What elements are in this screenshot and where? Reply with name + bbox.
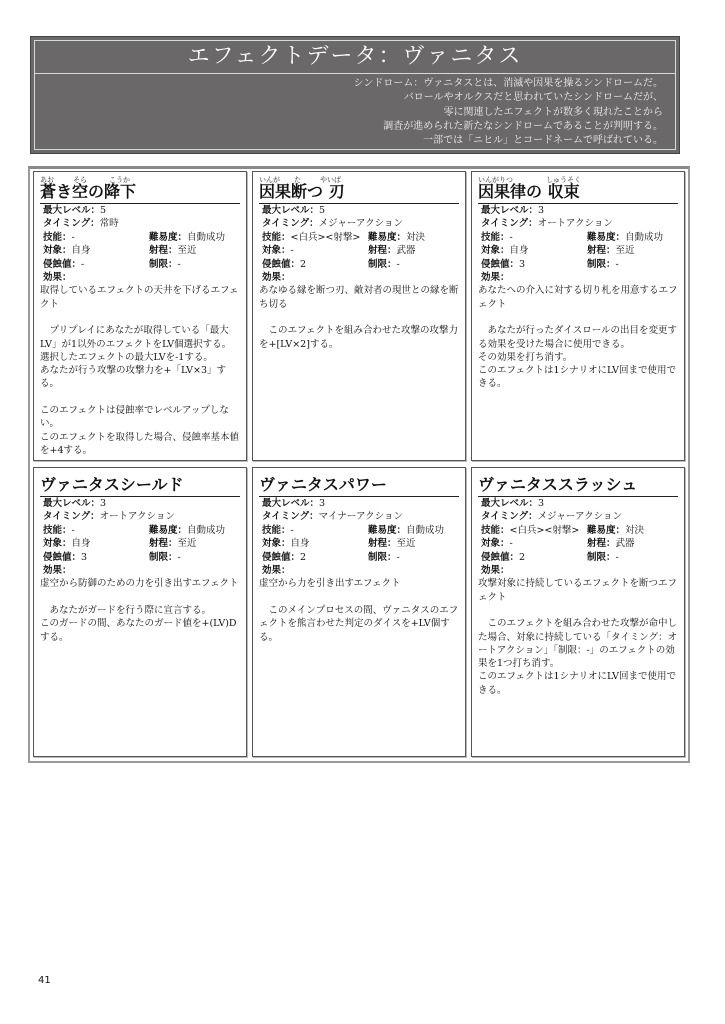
effect-label: 効果： <box>43 565 72 576</box>
syndrome-description <box>354 77 663 148</box>
difficulty-value: 対決 <box>625 524 645 536</box>
erosion-label: 侵蝕値： <box>43 551 82 563</box>
erosion-value: 3 <box>519 258 526 270</box>
skill-label: 技能： <box>481 524 510 536</box>
max-level-value: 3 <box>319 498 326 509</box>
skill-field <box>481 524 579 537</box>
timing-label: タイミング： <box>43 511 100 523</box>
skill-label: 技能： <box>43 231 72 243</box>
effect-card <box>252 171 466 461</box>
difficulty-label: 難易度： <box>587 524 626 536</box>
max-level-label: 最大レベル： <box>481 205 539 216</box>
range-label: 射程： <box>587 245 616 257</box>
effect-card <box>252 467 466 757</box>
erosion-value: 2 <box>519 551 526 563</box>
difficulty-field <box>587 231 663 244</box>
difficulty-value: 自動成功 <box>187 231 226 243</box>
range-label: 射程： <box>368 538 397 550</box>
header-inner-frame <box>34 40 676 150</box>
erosion-label: 侵蝕値： <box>43 258 82 270</box>
skill-label: 技能： <box>481 231 510 243</box>
skill-value: - <box>509 231 513 243</box>
effect-name: ヴァニタスパワー <box>259 474 459 497</box>
effect-field <box>481 564 510 577</box>
timing-field <box>262 510 403 523</box>
timing-field <box>262 217 403 230</box>
max-level-label: 最大レベル： <box>262 498 320 509</box>
effect-label: 効果： <box>481 272 510 283</box>
difficulty-field <box>368 231 425 244</box>
difficulty-field <box>149 231 225 244</box>
skill-value: - <box>71 231 75 243</box>
ruby-text: いんが <box>259 176 280 184</box>
range-value: 武器 <box>615 538 635 550</box>
difficulty-field <box>149 524 225 537</box>
erosion-field <box>43 551 87 564</box>
target-value: - <box>509 538 513 550</box>
effect-field <box>262 564 291 577</box>
effect-field <box>43 564 72 577</box>
target-value: 自身 <box>290 538 310 550</box>
limit-label: 制限： <box>368 258 397 270</box>
erosion-value: 2 <box>300 551 307 563</box>
range-field <box>149 244 197 257</box>
target-label: 対象： <box>262 245 291 257</box>
difficulty-label: 難易度： <box>149 524 188 536</box>
erosion-field <box>262 258 306 271</box>
timing-value: メジャーアクション <box>537 511 622 523</box>
max-level-field <box>481 204 544 217</box>
erosion-field <box>43 258 84 271</box>
skill-label: 技能： <box>262 231 291 243</box>
target-value: 自身 <box>71 245 91 257</box>
difficulty-value: 対決 <box>406 231 426 243</box>
ruby-text: こうか <box>109 176 130 184</box>
range-value: 武器 <box>396 245 416 257</box>
range-value: 至近 <box>177 538 197 550</box>
erosion-value: 3 <box>81 551 88 563</box>
max-level-label: 最大レベル： <box>481 498 539 509</box>
effect-card <box>471 467 685 757</box>
effect-name: 因果断つ 刃 <box>259 181 459 204</box>
description-line: シンドローム：ヴァニタスとは、消滅や因果を操るシンドロームだ。 <box>353 78 663 89</box>
timing-value: オートアクション <box>537 218 613 230</box>
limit-label: 制限： <box>149 551 178 563</box>
timing-value: マイナーアクション <box>318 511 403 523</box>
skill-field <box>262 231 360 244</box>
target-field <box>43 537 91 550</box>
description-line: 零に関連したエフェクトが数多く現れたことから <box>443 106 663 118</box>
max-level-label: 最大レベル： <box>43 205 101 216</box>
timing-value: オートアクション <box>99 511 175 523</box>
difficulty-field <box>587 524 644 537</box>
difficulty-value: 自動成功 <box>187 524 226 536</box>
timing-field <box>481 217 613 230</box>
skill-label: 技能： <box>262 524 291 536</box>
target-field <box>43 244 91 257</box>
skill-field <box>481 231 513 244</box>
limit-value: - <box>615 258 619 270</box>
erosion-field <box>262 551 306 564</box>
limit-value: - <box>177 551 181 563</box>
limit-value: - <box>396 258 400 270</box>
page-number: 41 <box>38 975 51 986</box>
max-level-field <box>481 497 544 510</box>
limit-field <box>368 551 400 564</box>
effect-label: 効果： <box>262 565 291 576</box>
limit-field <box>368 258 400 271</box>
range-field <box>368 537 416 550</box>
limit-value: - <box>396 551 400 563</box>
max-level-field <box>43 497 106 510</box>
effect-label: 効果： <box>43 272 72 283</box>
effect-field <box>481 271 510 284</box>
limit-field <box>149 551 181 564</box>
description-line: バロールやオルクスだと思われていたシンドロームだが、 <box>403 92 663 104</box>
target-label: 対象： <box>43 538 72 550</box>
limit-label: 制限： <box>587 551 616 563</box>
effect-description: 虚空から防御のための力を引き出すエフェクト あなたがガードを行う際に宣言する。 このガードの間、あなたのガード値を+(LV)Dする。 <box>40 578 239 643</box>
target-value: 自身 <box>509 245 529 257</box>
target-field <box>262 244 294 257</box>
effect-card <box>471 171 685 461</box>
skill-value: - <box>290 524 294 536</box>
limit-label: 制限： <box>587 258 616 270</box>
max-level-field <box>262 204 325 217</box>
range-field <box>368 244 416 257</box>
target-label: 対象： <box>481 245 510 257</box>
limit-value: - <box>615 551 619 563</box>
timing-field <box>43 217 119 230</box>
max-level-value: 3 <box>538 205 545 216</box>
difficulty-value: 自動成功 <box>406 524 445 536</box>
target-value: 自身 <box>71 538 91 550</box>
max-level-value: 3 <box>538 498 545 509</box>
timing-label: タイミング： <box>262 511 319 523</box>
timing-label: タイミング： <box>481 218 538 230</box>
max-level-label: 最大レベル： <box>262 205 320 216</box>
timing-field <box>481 510 622 523</box>
erosion-label: 侵蝕値： <box>481 551 520 563</box>
range-value: 至近 <box>177 245 197 257</box>
timing-field <box>43 510 175 523</box>
ruby-text: やいば <box>320 176 341 184</box>
effect-description: 虚空から力を引き出すエフェクト このメインプロセスの間、ヴァニタスのエフェクトを熊言わせた判定のダイスを+LV個する。 <box>259 578 459 643</box>
skill-value: <白兵><射撃> <box>509 524 580 536</box>
erosion-field <box>481 551 525 564</box>
range-label: 射程： <box>149 245 178 257</box>
skill-field <box>43 231 75 244</box>
target-label: 対象： <box>43 245 72 257</box>
skill-label: 技能： <box>43 524 72 536</box>
skill-value: - <box>71 524 75 536</box>
page-header <box>30 36 680 154</box>
max-level-value: 5 <box>319 205 326 216</box>
ruby-text: しゅうそく <box>546 176 581 184</box>
effect-name: ヴァニタススラッシュ <box>478 474 678 497</box>
max-level-field <box>262 497 325 510</box>
effect-name: 因果律の 収束 <box>478 181 678 204</box>
ruby-text: そら <box>73 176 87 184</box>
range-field <box>587 537 635 550</box>
target-label: 対象： <box>481 538 510 550</box>
target-field <box>262 537 310 550</box>
timing-label: タイミング： <box>481 511 538 523</box>
range-label: 射程： <box>587 538 616 550</box>
target-field <box>481 244 529 257</box>
range-field <box>149 537 197 550</box>
difficulty-label: 難易度： <box>587 231 626 243</box>
ruby-text: あお <box>40 176 54 184</box>
difficulty-field <box>368 524 444 537</box>
skill-field <box>43 524 75 537</box>
effect-card <box>33 467 247 757</box>
range-label: 射程： <box>368 245 397 257</box>
skill-value: <白兵><射撃> <box>290 231 361 243</box>
timing-value: 常時 <box>99 218 119 230</box>
max-level-label: 最大レベル： <box>43 498 101 509</box>
difficulty-label: 難易度： <box>368 524 407 536</box>
range-field <box>587 244 635 257</box>
description-line: 調査が進められた新たなシンドロームであることが判明する。 <box>383 120 663 132</box>
max-level-value: 3 <box>100 498 107 509</box>
effect-description: あなゆる縁を断つ刃、敵対者の現世との縁を断ち切る このエフェクトを組み合わせた攻撃の攻撃力を+[LV×2]する。 <box>259 285 459 350</box>
erosion-field <box>481 258 525 271</box>
effect-label: 効果： <box>481 565 510 576</box>
limit-label: 制限： <box>368 551 397 563</box>
description-line: 一部では「ニヒル」とコードネームで呼ばれている。 <box>423 135 663 147</box>
erosion-label: 侵蝕値： <box>481 258 520 270</box>
target-label: 対象： <box>262 538 291 550</box>
ruby-text: いんがりつ <box>478 176 513 184</box>
effect-field <box>43 271 72 284</box>
timing-value: メジャーアクション <box>318 218 403 230</box>
effect-card <box>33 171 247 461</box>
limit-field <box>149 258 181 271</box>
erosion-value: 2 <box>300 258 307 270</box>
page-title: エフェクトデータ：ヴァニタス <box>35 41 675 74</box>
skill-field <box>262 524 294 537</box>
range-value: 至近 <box>615 245 635 257</box>
difficulty-label: 難易度： <box>368 231 407 243</box>
range-label: 射程： <box>149 538 178 550</box>
effect-name: 蒼き空の降下 <box>40 181 240 204</box>
timing-label: タイミング： <box>43 218 100 230</box>
target-field <box>481 537 513 550</box>
ruby-text: た <box>294 176 301 184</box>
range-value: 至近 <box>396 538 416 550</box>
erosion-label: 侵蝕値： <box>262 258 301 270</box>
difficulty-value: 自動成功 <box>625 231 664 243</box>
target-value: - <box>290 245 294 257</box>
effect-description: 攻撃対象に持続しているエフェクトを断つエフェクト このエフェクトを組み合わせた攻撃が命中した場合、対象に持続している「タイミング：オートアクション」「制限：-」のエフェクトの効果を1つ打ち消す。 このエフェクトは1シナリオにLV回まで使用できる。 <box>478 578 678 696</box>
erosion-value: - <box>81 258 85 270</box>
limit-field <box>587 551 619 564</box>
limit-label: 制限： <box>149 258 178 270</box>
effect-description: あなたへの介入に対する切り札を用意するエフェクト あなたが行ったダイスロールの出目を変更する効果を受けた場合に使用できる。 その効果を打ち消す。 このエフェクトは1シナリオにLV回まで使用できる。 <box>478 285 678 390</box>
effect-field <box>262 271 291 284</box>
effect-name: ヴァニタスシールド <box>40 474 240 497</box>
erosion-label: 侵蝕値： <box>262 551 301 563</box>
timing-label: タイミング： <box>262 218 319 230</box>
max-level-field <box>43 204 106 217</box>
max-level-value: 5 <box>100 205 107 216</box>
limit-field <box>587 258 619 271</box>
difficulty-label: 難易度： <box>149 231 188 243</box>
limit-value: - <box>177 258 181 270</box>
effect-label: 効果： <box>262 272 291 283</box>
effect-description: 取得しているエフェクトの天井を下げるエフェクト プリプレイにあなたが取得している「最大LV」が1以外のエフェクトをLV個選択する。 選択したエフェクトの最大LVを-1する。 あなたが行う攻撃の攻撃力を+「LV×3」する。 このエフェクトは侵蝕率でレベルアップしない。 このエフェクトを取得した場合、侵蝕率基本値を+4する。 <box>40 285 240 456</box>
